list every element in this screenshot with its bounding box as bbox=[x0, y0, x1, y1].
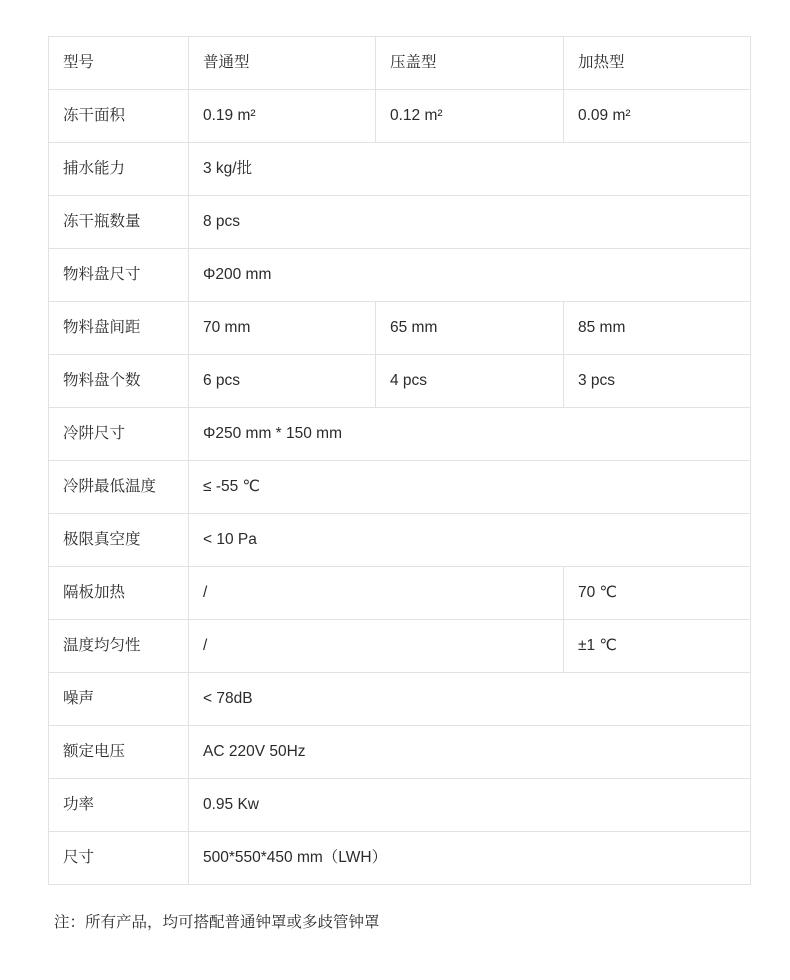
row-value: 3 pcs bbox=[564, 355, 751, 408]
table-row bbox=[49, 408, 751, 461]
table-row bbox=[49, 620, 751, 673]
row-value: / bbox=[189, 620, 564, 673]
row-value: 8 pcs bbox=[189, 196, 751, 249]
row-label: 温度均匀性 bbox=[49, 620, 189, 673]
row-label: 冻干面积 bbox=[49, 90, 189, 143]
table-row bbox=[49, 196, 751, 249]
row-label: 冷阱尺寸 bbox=[49, 408, 189, 461]
row-value: AC 220V 50Hz bbox=[189, 726, 751, 779]
row-value: 普通型 bbox=[189, 37, 376, 90]
row-label: 额定电压 bbox=[49, 726, 189, 779]
row-label: 捕水能力 bbox=[49, 143, 189, 196]
row-value: 0.12 m² bbox=[376, 90, 564, 143]
row-value: 0.09 m² bbox=[564, 90, 751, 143]
table-row bbox=[49, 514, 751, 567]
row-value: ≤ -55 ℃ bbox=[189, 461, 751, 514]
row-value: 0.19 m² bbox=[189, 90, 376, 143]
row-value: 0.95 Kw bbox=[189, 779, 751, 832]
row-value: 85 mm bbox=[564, 302, 751, 355]
row-value: ±1 ℃ bbox=[564, 620, 751, 673]
row-value: 65 mm bbox=[376, 302, 564, 355]
row-label: 物料盘尺寸 bbox=[49, 249, 189, 302]
specification-table-body bbox=[49, 37, 751, 885]
row-value: 4 pcs bbox=[376, 355, 564, 408]
row-value: 加热型 bbox=[564, 37, 751, 90]
row-value: Φ200 mm bbox=[189, 249, 751, 302]
row-value: 70 ℃ bbox=[564, 567, 751, 620]
table-row bbox=[49, 355, 751, 408]
row-label: 冻干瓶数量 bbox=[49, 196, 189, 249]
table-row bbox=[49, 461, 751, 514]
table-row bbox=[49, 249, 751, 302]
row-value: 70 mm bbox=[189, 302, 376, 355]
row-value: 压盖型 bbox=[376, 37, 564, 90]
row-label: 极限真空度 bbox=[49, 514, 189, 567]
row-value: / bbox=[189, 567, 564, 620]
row-value: < 78dB bbox=[189, 673, 751, 726]
row-value: 500*550*450 mm（LWH） bbox=[189, 832, 751, 885]
table-row bbox=[49, 90, 751, 143]
row-label: 尺寸 bbox=[49, 832, 189, 885]
table-footnote: 注：所有产品，均可搭配普通钟罩或多歧管钟罩 bbox=[54, 914, 380, 931]
table-row bbox=[49, 302, 751, 355]
table-row bbox=[49, 673, 751, 726]
row-label: 功率 bbox=[49, 779, 189, 832]
row-label: 物料盘个数 bbox=[49, 355, 189, 408]
row-value: Φ250 mm * 150 mm bbox=[189, 408, 751, 461]
row-label: 隔板加热 bbox=[49, 567, 189, 620]
specification-table bbox=[48, 36, 751, 885]
table-row bbox=[49, 37, 751, 90]
table-row bbox=[49, 567, 751, 620]
row-label: 型号 bbox=[49, 37, 189, 90]
row-label: 噪声 bbox=[49, 673, 189, 726]
table-row bbox=[49, 143, 751, 196]
row-value: < 10 Pa bbox=[189, 514, 751, 567]
table-row bbox=[49, 832, 751, 885]
row-label: 物料盘间距 bbox=[49, 302, 189, 355]
row-value: 6 pcs bbox=[189, 355, 376, 408]
table-row bbox=[49, 726, 751, 779]
row-label: 冷阱最低温度 bbox=[49, 461, 189, 514]
table-row bbox=[49, 779, 751, 832]
row-value: 3 kg/批 bbox=[189, 143, 751, 196]
